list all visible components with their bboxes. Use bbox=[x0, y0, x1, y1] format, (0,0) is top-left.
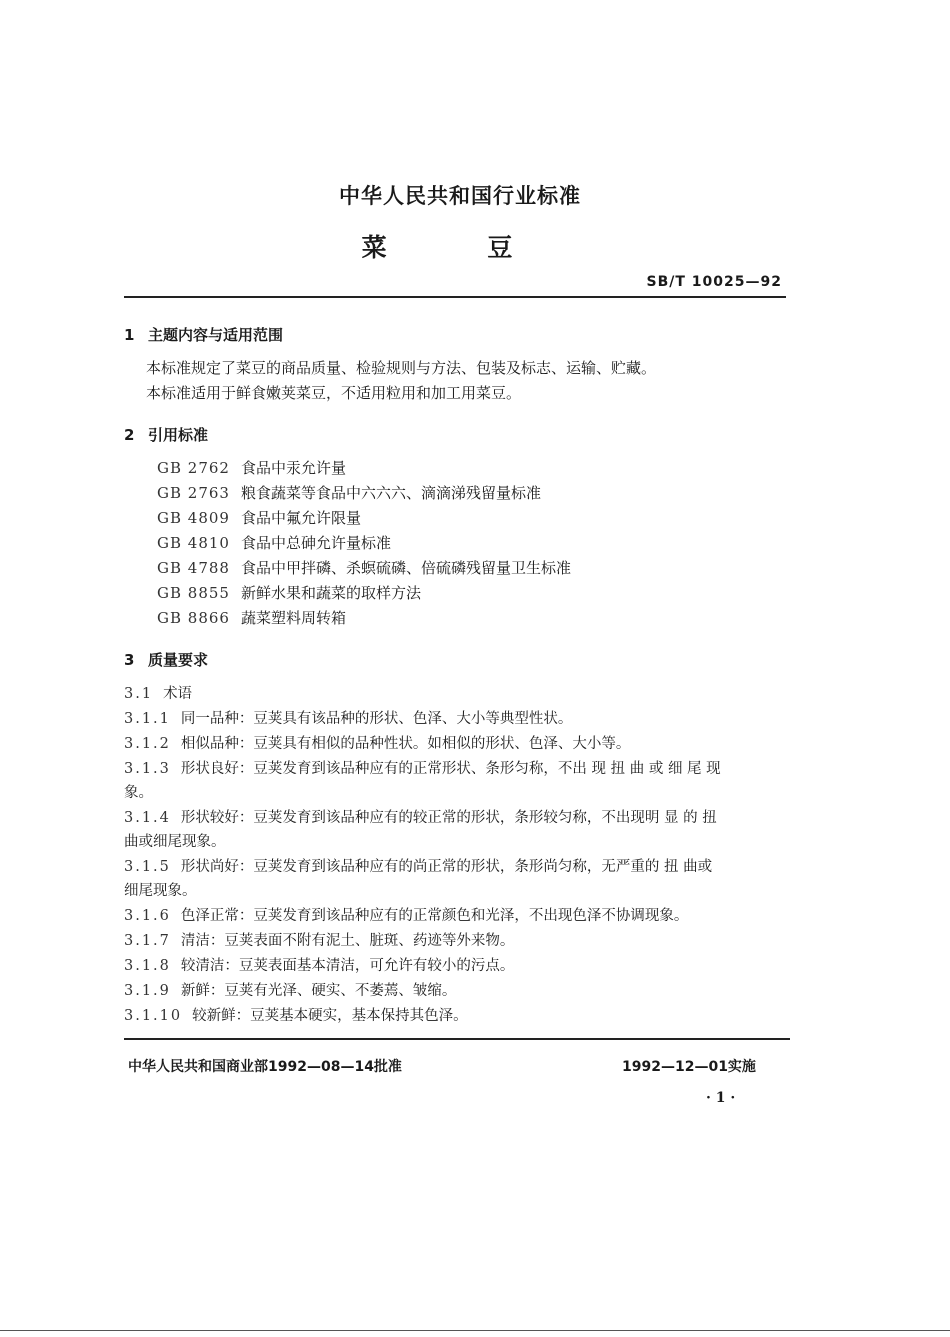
section-heading-2 bbox=[124, 424, 208, 445]
reference-row bbox=[157, 557, 571, 578]
clause-3-1-9 bbox=[124, 979, 456, 1000]
approval-date: 中华人民共和国商业部1992—08—14批准 bbox=[128, 1059, 402, 1075]
reference-code: GB 8855 bbox=[157, 584, 230, 602]
section-1-paragraph-2: 本标准适用于鲜食嫩荚菜豆，不适用粒用和加工用菜豆。 bbox=[146, 384, 522, 402]
effective-date: 1992—12—01实施 bbox=[622, 1059, 756, 1075]
clause-number: 3.1 bbox=[124, 686, 154, 702]
clause-continuation: 曲或细尾现象。 bbox=[124, 834, 226, 850]
reference-code: GB 2762 bbox=[157, 459, 230, 477]
reference-name: 食品中氟允许限量 bbox=[241, 509, 362, 527]
clause-text: 色泽正常：豆荚发育到该品种应有的正常颜色和光泽，不出现色泽不协调现象。 bbox=[180, 908, 689, 924]
clause-text: 形状良好：豆荚发育到该品种应有的正常形状、条形匀称，不出 现 扭 曲 或 细 尾 现 bbox=[180, 761, 721, 777]
section-title: 质量要求 bbox=[148, 651, 209, 669]
header-divider bbox=[124, 296, 786, 298]
clause-number: 3.1.3 bbox=[124, 761, 171, 777]
clause-3-1-2 bbox=[124, 732, 630, 753]
reference-name: 食品中汞允许量 bbox=[241, 459, 347, 477]
clause-text: 较清洁：豆荚表面基本清洁，可允许有较小的污点。 bbox=[180, 958, 515, 974]
reference-code: GB 2763 bbox=[157, 484, 230, 502]
clause-number: 3.1.4 bbox=[124, 810, 171, 826]
reference-row bbox=[157, 482, 541, 503]
clause-text: 同一品种：豆荚具有该品种的形状、色泽、大小等典型性状。 bbox=[180, 711, 573, 727]
reference-name: 食品中甲拌磷、杀螟硫磷、倍硫磷残留量卫生标准 bbox=[241, 559, 572, 577]
section-number: 3 bbox=[124, 651, 135, 669]
clause-number: 3.1.5 bbox=[124, 859, 171, 875]
reference-code: GB 8866 bbox=[157, 609, 230, 627]
reference-row bbox=[157, 507, 361, 528]
reference-name: 蔬菜塑料周转箱 bbox=[241, 609, 347, 627]
clause-3-1 bbox=[124, 682, 192, 703]
document-title: 菜 豆 bbox=[361, 233, 559, 262]
clause-number: 3.1.1 bbox=[124, 711, 171, 727]
reference-code: GB 4809 bbox=[157, 509, 230, 527]
reference-row bbox=[157, 457, 346, 478]
reference-name: 粮食蔬菜等食品中六六六、滴滴涕残留量标准 bbox=[241, 484, 542, 502]
section-1-paragraph-1: 本标准规定了菜豆的商品质量、检验规则与方法、包装及标志、运输、贮藏。 bbox=[146, 359, 657, 377]
clause-number: 3.1.8 bbox=[124, 958, 171, 974]
clause-text: 新鲜：豆荚有光泽、硬实、不萎蔫、皱缩。 bbox=[180, 983, 457, 999]
clause-3-1-6 bbox=[124, 904, 688, 925]
clause-number: 3.1.6 bbox=[124, 908, 171, 924]
reference-row bbox=[157, 607, 346, 628]
standard-code: SB/T 10025—92 bbox=[646, 274, 782, 290]
reference-name: 食品中总砷允许量标准 bbox=[241, 534, 392, 552]
clause-text: 术语 bbox=[163, 686, 193, 702]
page-bottom-edge bbox=[0, 1330, 950, 1331]
section-heading-1 bbox=[124, 324, 283, 345]
clause-continuation: 象。 bbox=[124, 785, 153, 801]
section-title: 引用标准 bbox=[148, 426, 209, 444]
reference-code: GB 4810 bbox=[157, 534, 230, 552]
clause-number: 3.1.9 bbox=[124, 983, 171, 999]
clause-number: 3.1.7 bbox=[124, 933, 171, 949]
footer-divider bbox=[124, 1038, 790, 1040]
standard-header-title: 中华人民共和国行业标准 bbox=[339, 184, 581, 208]
clause-number: 3.1.2 bbox=[124, 736, 171, 752]
section-heading-3 bbox=[124, 649, 208, 670]
clause-text: 形状尚好：豆荚发育到该品种应有的尚正常的形状，条形尚匀称，无严重的 扭 曲或 bbox=[180, 859, 713, 875]
section-number: 1 bbox=[124, 326, 135, 344]
clause-text: 较新鲜：豆荚基本硬实，基本保持其色泽。 bbox=[192, 1008, 468, 1024]
clause-continuation: 细尾现象。 bbox=[124, 883, 197, 899]
section-number: 2 bbox=[124, 426, 135, 444]
clause-text: 形状较好：豆荚发育到该品种应有的较正常的形状，条形较匀称，不出现明 显 的 扭 bbox=[180, 810, 717, 826]
clause-3-1-1 bbox=[124, 707, 572, 728]
clause-3-1-4 bbox=[124, 806, 717, 827]
clause-3-1-8 bbox=[124, 954, 514, 975]
page-number: · 1 · bbox=[706, 1090, 736, 1106]
reference-row bbox=[157, 582, 421, 603]
reference-code: GB 4788 bbox=[157, 559, 230, 577]
clause-3-1-5 bbox=[124, 855, 712, 876]
clause-text: 清洁：豆荚表面不附有泥土、脏斑、药迹等外来物。 bbox=[180, 933, 515, 949]
clause-number: 3.1.10 bbox=[124, 1008, 183, 1024]
clause-3-1-7 bbox=[124, 929, 514, 950]
clause-3-1-3 bbox=[124, 757, 721, 778]
reference-name: 新鲜水果和蔬菜的取样方法 bbox=[241, 584, 422, 602]
section-title: 主题内容与适用范围 bbox=[148, 326, 284, 344]
reference-row bbox=[157, 532, 391, 553]
clause-3-1-10 bbox=[124, 1004, 468, 1025]
clause-text: 相似品种：豆荚具有相似的品种性状。如相似的形状、色泽、大小等。 bbox=[180, 736, 631, 752]
